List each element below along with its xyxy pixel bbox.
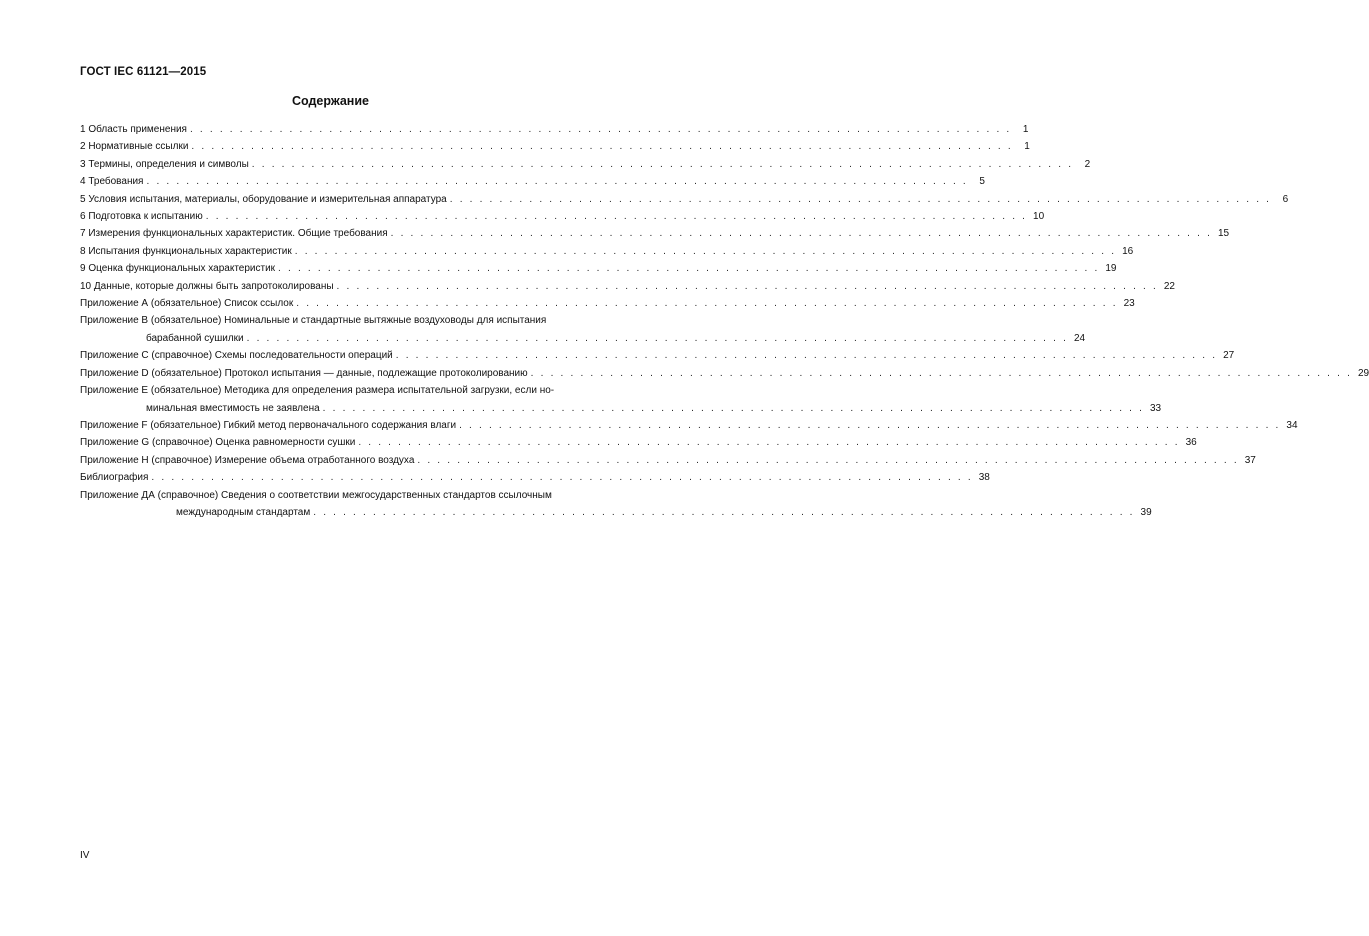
toc-entry[interactable] <box>80 156 1091 173</box>
toc-entry-title: барабанной сушилки <box>146 332 244 344</box>
toc-entry-title: 5 Условия испытания, материалы, оборудование и измерительная аппаратура <box>80 193 447 205</box>
toc-entry[interactable] <box>80 208 1045 225</box>
dot-leader: . . . . . . . . . . . . . . . . . . . . . . . . . . . . . . . . . . . . . . . . . . . . . . . . . . . . . . . . . . . . . . . . . . . . . . . . . . . . . . . . . . . <box>390 228 1213 240</box>
toc-entry[interactable] <box>80 434 1197 451</box>
toc-entry[interactable] <box>80 191 1289 208</box>
toc-entry-title: 6 Подготовка к испытанию <box>80 211 203 223</box>
dot-leader: . . . . . . . . . . . . . . . . . . . . . . . . . . . . . . . . . . . . . . . . . . . . . . . . . . . . . . . . . . . . . . . . . . . . . . . . . . . . . . . . . . . <box>322 402 1145 414</box>
toc-entry[interactable] <box>80 487 1152 522</box>
dot-leader: . . . . . . . . . . . . . . . . . . . . . . . . . . . . . . . . . . . . . . . . . . . . . . . . . . . . . . . . . . . . . . . . . . . . . . . . . . . . . . . . . . . <box>395 350 1218 362</box>
toc-entry[interactable] <box>80 417 1298 434</box>
dot-leader: . . . . . . . . . . . . . . . . . . . . . . . . . . . . . . . . . . . . . . . . . . . . . . . . . . . . . . . . . . . . . . . . . . . . . . . . . . . . . . . . . . . <box>459 419 1281 431</box>
dot-leader: . . . . . . . . . . . . . . . . . . . . . . . . . . . . . . . . . . . . . . . . . . . . . . . . . . . . . . . . . . . . . . . . . . . . . . . . . . . . . . . . . . . <box>296 298 1118 310</box>
toc-page-number: 33 <box>1149 402 1162 414</box>
toc-page-number: 24 <box>1073 332 1086 344</box>
toc-page-number: 36 <box>1185 437 1197 449</box>
document-header: ГОСТ IEC 61121—2015 <box>80 66 207 78</box>
toc-page-number: 27 <box>1223 350 1235 362</box>
dot-leader: . . . . . . . . . . . . . . . . . . . . . . . . . . . . . . . . . . . . . . . . . . . . . . . . . . . . . . . . . . . . . . . . . . . . . . . . . . . . . . . . . . . <box>246 332 1069 344</box>
toc-page-number: 1 <box>1022 124 1029 135</box>
toc-page-number: 39 <box>1140 506 1152 518</box>
table-of-contents <box>80 121 1369 521</box>
dot-leader: . . . . . . . . . . . . . . . . . . . . . . . . . . . . . . . . . . . . . . . . . . . . . . . . . . . . . . . . . . . . . . . . . . . . . . . . . . . . . . . . . . . <box>189 124 1012 135</box>
dot-leader: . . . . . . . . . . . . . . . . . . . . . . . . . . . . . . . . . . . . . . . . . . . . . . . . . . . . . . . . . . . . . . . . . . . . . . . . . . . . . . . . . . . <box>294 245 1117 257</box>
toc-entry-title: Приложение F (обязательное) Гибкий метод первоначального содержания влаги <box>80 419 457 431</box>
toc-page-number: 29 <box>1357 367 1369 379</box>
toc-entry-title: Приложение ДА (справочное) Сведения о соответствии межгосударственных стандартов ссылочным <box>80 489 552 501</box>
toc-page-number: 37 <box>1244 454 1256 466</box>
toc-entry-title: 8 Испытания функциональных характеристик <box>80 245 292 257</box>
toc-entry-title: Приложение С (справочное) Схемы последовательности операций <box>80 350 393 362</box>
toc-entry-title: 7 Измерения функциональных характеристик. Общие требования <box>80 228 388 240</box>
toc-entry-title: 1 Область применения <box>80 124 187 135</box>
toc-page-number: 34 <box>1286 419 1298 431</box>
toc-entry-title: Библиография <box>80 472 149 484</box>
toc-entry[interactable] <box>80 225 1230 242</box>
toc-entry[interactable] <box>80 382 1162 417</box>
toc-entry[interactable] <box>80 365 1369 382</box>
toc-entry[interactable] <box>80 312 1086 347</box>
toc-page-number: 10 <box>1033 211 1045 223</box>
toc-entry-title: 10 Данные, которые должны быть запротоколированы <box>80 280 334 292</box>
toc-entry-title: Приложение D (обязательное) Протокол испытания — данные, подлежащие протоколированию <box>80 367 528 379</box>
dot-leader: . . . . . . . . . . . . . . . . . . . . . . . . . . . . . . . . . . . . . . . . . . . . . . . . . . . . . . . . . . . . . . . . . . . . . . . . . . . . . . . . . . . <box>205 211 1028 223</box>
toc-page-number: 15 <box>1217 228 1230 240</box>
toc-page-number: 38 <box>978 472 990 484</box>
toc-page-number: 2 <box>1084 158 1091 170</box>
toc-entry[interactable] <box>80 452 1256 469</box>
toc-entry-title: Приложение А (обязательное) Список ссылок <box>80 298 294 310</box>
toc-entry[interactable] <box>80 243 1134 260</box>
dot-leader: . . . . . . . . . . . . . . . . . . . . . . . . . . . . . . . . . . . . . . . . . . . . . . . . . . . . . . . . . . . . . . . . . . . . . . . . . . . . . . . . . . . <box>336 280 1158 292</box>
toc-page-number: 1 <box>1024 141 1030 153</box>
dot-leader: . . . . . . . . . . . . . . . . . . . . . . . . . . . . . . . . . . . . . . . . . . . . . . . . . . . . . . . . . . . . . . . . . . . . . . . . . . . . . . . . . . . <box>251 158 1074 170</box>
toc-entry-title: 9 Оценка функциональных характеристик <box>80 263 276 275</box>
toc-page-number: 22 <box>1163 280 1175 292</box>
toc-entry-title: Приложение Е (обязательное) Методика для определения размера испытательной загрузки, если но- <box>80 385 555 397</box>
toc-entry-title: Приложение G (справочное) Оценка равномерности сушки <box>80 437 356 449</box>
page-number: IV <box>80 850 90 861</box>
page-title: Содержание <box>291 94 369 108</box>
toc-page-number: 5 <box>979 176 985 188</box>
toc-entry-title: минальная вместимость не заявлена <box>146 402 320 414</box>
toc-entry[interactable] <box>80 469 990 486</box>
dot-leader: . . . . . . . . . . . . . . . . . . . . . . . . . . . . . . . . . . . . . . . . . . . . . . . . . . . . . . . . . . . . . . . . . . . . . . . . . . . . . . . . . . . <box>146 176 968 188</box>
toc-entry-title: Приложение Н (справочное) Измерение объема отработанного воздуха <box>80 454 415 466</box>
toc-entry-title: международным стандартам <box>176 506 311 518</box>
toc-entry-title: 4 Требования <box>80 176 144 188</box>
toc-entry-title: 2 Нормативные ссылки <box>80 141 189 153</box>
toc-entry-title: Приложение В (обязательное) Номинальные и стандартные вытяжные воздуховоды для испытания <box>80 315 547 327</box>
dot-leader: . . . . . . . . . . . . . . . . . . . . . . . . . . . . . . . . . . . . . . . . . . . . . . . . . . . . . . . . . . . . . . . . . . . . . . . . . . . . . . . . . . . <box>358 437 1180 449</box>
toc-entry[interactable] <box>80 138 1030 155</box>
dot-leader: . . . . . . . . . . . . . . . . . . . . . . . . . . . . . . . . . . . . . . . . . . . . . . . . . . . . . . . . . . . . . . . . . . . . . . . . . . . . . . . . . . . <box>530 367 1353 379</box>
dot-leader: . . . . . . . . . . . . . . . . . . . . . . . . . . . . . . . . . . . . . . . . . . . . . . . . . . . . . . . . . . . . . . . . . . . . . . . . . . . . . . . . . . . <box>278 263 1100 275</box>
toc-page-number: 19 <box>1105 263 1117 275</box>
dot-leader: . . . . . . . . . . . . . . . . . . . . . . . . . . . . . . . . . . . . . . . . . . . . . . . . . . . . . . . . . . . . . . . . . . . . . . . . . . . . . . . . . . . <box>151 472 973 484</box>
toc-entry[interactable] <box>80 347 1235 364</box>
dot-leader: . . . . . . . . . . . . . . . . . . . . . . . . . . . . . . . . . . . . . . . . . . . . . . . . . . . . . . . . . . . . . . . . . . . . . . . . . . . . . . . . . . . <box>449 193 1272 205</box>
toc-entry[interactable] <box>80 295 1135 312</box>
dot-leader: . . . . . . . . . . . . . . . . . . . . . . . . . . . . . . . . . . . . . . . . . . . . . . . . . . . . . . . . . . . . . . . . . . . . . . . . . . . . . . . . . . . <box>191 141 1013 153</box>
toc-entry[interactable] <box>80 173 985 190</box>
toc-page-number: 16 <box>1122 245 1134 257</box>
toc-entry[interactable] <box>80 260 1117 277</box>
dot-leader: . . . . . . . . . . . . . . . . . . . . . . . . . . . . . . . . . . . . . . . . . . . . . . . . . . . . . . . . . . . . . . . . . . . . . . . . . . . . . . . . . . . <box>313 506 1135 518</box>
toc-entry[interactable] <box>80 121 1029 138</box>
toc-entry-title: 3 Термины, определения и символы <box>80 158 249 170</box>
toc-entry[interactable] <box>80 278 1175 295</box>
dot-leader: . . . . . . . . . . . . . . . . . . . . . . . . . . . . . . . . . . . . . . . . . . . . . . . . . . . . . . . . . . . . . . . . . . . . . . . . . . . . . . . . . . . <box>417 454 1239 466</box>
toc-page-number: 6 <box>1282 193 1289 205</box>
toc-page-number: 23 <box>1123 298 1135 310</box>
